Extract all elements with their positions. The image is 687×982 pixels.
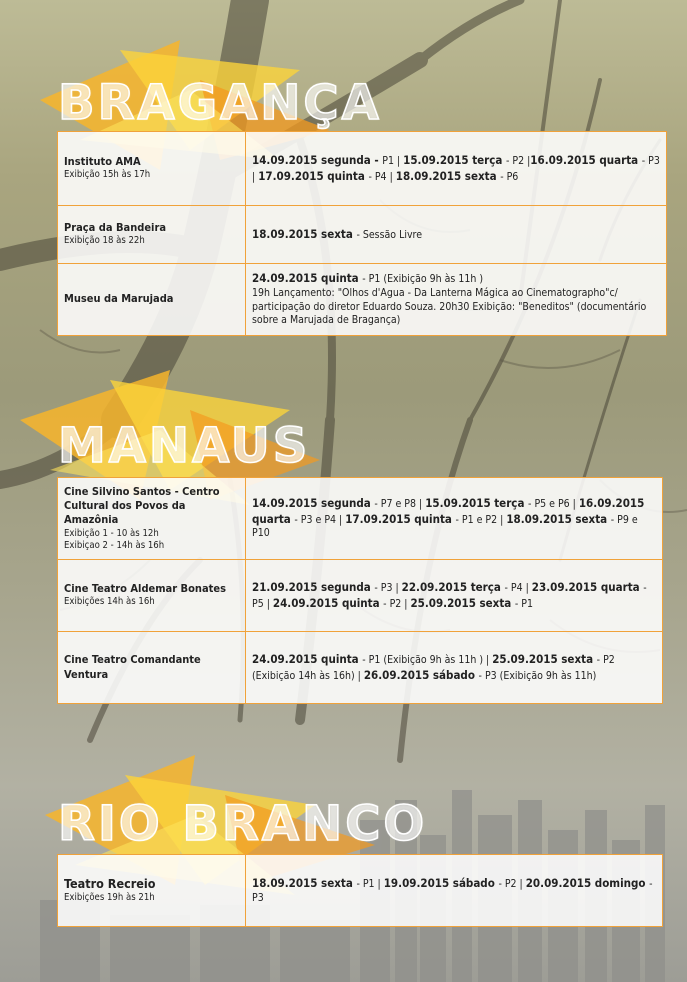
schedule-date: 25.09.2015 sexta [492, 651, 597, 666]
schedule-date: 16.09.2015 quarta [252, 496, 645, 526]
schedule-cell [246, 560, 663, 632]
schedule-date: 17.09.2015 quinta [345, 511, 456, 526]
schedule-detail: - P5 e P6 | [528, 498, 579, 511]
schedule-detail: - P2 | [498, 877, 526, 890]
schedule-cell [246, 478, 663, 560]
schedule-detail: - P4 | [504, 581, 532, 594]
venue-hours: Exibições 19h às 21h [64, 892, 155, 904]
schedule-date: 25.09.2015 sexta [410, 595, 515, 610]
table-row [58, 132, 667, 206]
schedule-detail: - P9 e P10 [252, 513, 638, 540]
schedule-date: 22.09.2015 terça [401, 579, 505, 594]
venue-name: Cine Teatro Aldemar Bonates [64, 582, 226, 596]
schedule-detail: 19h Lançamento: "Olhos d'Agua - Da Lanterna Mágica ao Cinematographo"c/ participação do diretor Eduardo Souza. 20h30 Exibição: "Beneditos" (documentário sobre a Marujada de Bragança) [252, 286, 647, 327]
city-title: RIO BRANCO [58, 796, 428, 852]
schedule-date: 18.09.2015 sexta [506, 511, 611, 526]
schedule-cell [246, 855, 663, 927]
venue-name: Museu da Marujada [64, 292, 174, 306]
schedule-date: 18.09.2015 sexta [395, 168, 501, 183]
venue-cell [58, 560, 246, 632]
venue-name: Teatro Recreio [64, 876, 156, 892]
schedule-date: 20.09.2015 domingo [525, 875, 650, 890]
venue-hours: Exibições 14h às 16h [64, 596, 155, 608]
schedule-date: 16.09.2015 quarta [530, 152, 642, 167]
table-row [58, 478, 663, 560]
schedule-detail: - P6 [500, 170, 519, 183]
schedule-cell [246, 632, 663, 704]
schedule-date: 18.09.2015 sexta [252, 875, 357, 890]
schedule-detail: - P2 (Exibição 14h às 16h) | [252, 653, 615, 682]
venue-name: Cine Teatro Comandante Ventura [64, 653, 201, 681]
schedule-detail: - P3 (Exibição 9h às 11h) [478, 669, 597, 682]
schedule-date: 26.09.2015 sábado [363, 667, 479, 682]
schedule-table [57, 477, 663, 704]
venue-hours: Exibição 15h às 17h [64, 169, 151, 181]
schedule-date: 24.09.2015 quinta [252, 651, 363, 666]
schedule-detail: - Sessão Livre [356, 228, 423, 241]
table-row [58, 264, 667, 336]
table-row [58, 632, 663, 704]
venue-cell [58, 632, 246, 704]
schedule-detail: - P1 | [356, 877, 384, 890]
schedule-detail: - P3 | [252, 154, 660, 183]
schedule-cell [246, 132, 667, 206]
schedule-detail: - P2 | [383, 597, 411, 610]
schedule-detail: - P4 | [368, 170, 396, 183]
schedule-cell [246, 206, 667, 264]
venue-cell [58, 206, 246, 264]
schedule-detail: - P3 [252, 877, 653, 904]
schedule-detail: - P1 (Exibição 9h às 11h ) | [362, 653, 493, 666]
schedule-table [57, 131, 667, 336]
city-title: BRAGANÇA [58, 75, 382, 131]
venue-name: Praça da Bandeira [64, 221, 167, 235]
venue-cell [58, 264, 246, 336]
schedule-detail: - P3 e P4 | [294, 513, 346, 526]
venue-cell [58, 855, 246, 927]
venue-hours: Exibição 1 - 10 às 12h Exibiçao 2 - 14h às 16h [64, 527, 165, 551]
venue-hours: Exibição 18 às 22h [64, 235, 145, 247]
schedule-date: 21.09.2015 segunda [252, 579, 375, 594]
venue-name: Instituto AMA [64, 155, 141, 169]
schedule-date: 17.09.2015 quinta [258, 168, 369, 183]
schedule-date: 18.09.2015 sexta [252, 226, 357, 241]
schedule-table [57, 854, 663, 927]
table-row [58, 855, 663, 927]
schedule-date: 15.09.2015 terça [425, 496, 529, 511]
schedule-date: 23.09.2015 quarta [531, 579, 644, 594]
venue-cell [58, 478, 246, 560]
schedule-date: 15.09.2015 terça [403, 152, 506, 167]
schedule-date: 19.09.2015 sábado [383, 875, 499, 890]
venue-cell [58, 132, 246, 206]
table-row [58, 560, 663, 632]
schedule-detail: - P1 [514, 597, 534, 610]
schedule-detail: - P2 | [506, 154, 531, 167]
schedule-detail: - P1 e P2 | [455, 513, 507, 526]
schedule-date: 14.09.2015 segunda [252, 496, 375, 511]
schedule-date: 14.09.2015 segunda - [252, 152, 383, 167]
venue-name: Cine Silvino Santos - Centro Cultural dos Povos da Amazônia [64, 484, 220, 527]
schedule-date: 24.09.2015 quinta [252, 271, 363, 286]
schedule-detail: - P7 e P8 | [374, 498, 426, 511]
table-row [58, 206, 667, 264]
schedule-cell [246, 264, 667, 336]
schedule-detail: - P3 | [374, 581, 402, 594]
schedule-detail: P1 | [382, 154, 404, 167]
schedule-detail: - P5 | [252, 581, 647, 610]
schedule-date: 24.09.2015 quinta [272, 595, 384, 610]
city-title: MANAUS [58, 418, 311, 474]
schedule-detail: - P1 (Exibição 9h às 11h ) [362, 273, 484, 286]
